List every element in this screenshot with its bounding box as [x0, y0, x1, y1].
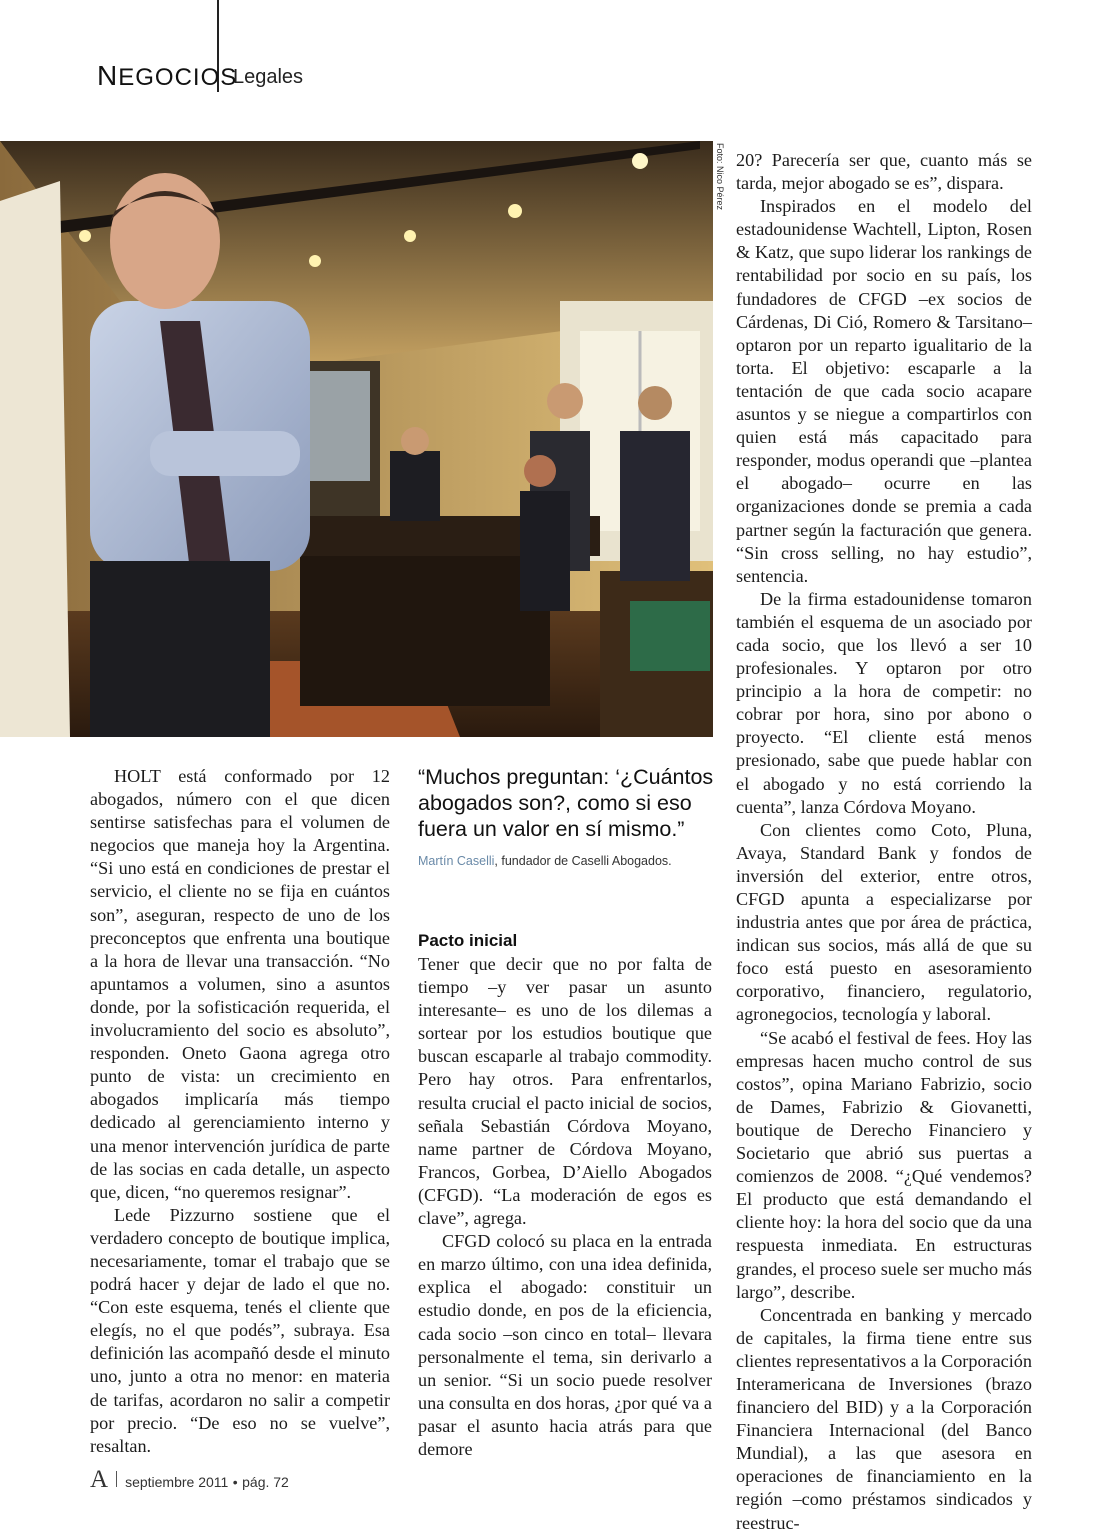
paragraph: Concentrada en banking y mercado de capitales, la firma tiene entre sus clientes representativos a la Corporación Interamericana de Inversiones (brazo financiero del BID) y a la Corporación Financiera Internacional (del Banco Mundial), a las que asesora en operaciones de financiamiento en la región –como préstamos sindicados y reestruc-: [736, 1304, 1032, 1533]
paragraph: De la firma estadounidense tomaron también el esquema de un asociado por cada socio, que los llevó a ser 10 profesionales. Y optaron por otro principio a la hora de competir: no cobrar por hora, sino por abono o proyecto. “El cliente está menos presionado, sabe que puede hablar con el abogado y no está corriendo la cuenta”, lanza Córdova Moyano.: [736, 588, 1032, 817]
paragraph: Tener que decir que no por falta de tiempo –y ver pasar un asunto interesante– es uno de los dilemas a sortear por los estudios boutique que buscan escaparle al trabajo commodity. Pero hay otros. Para enfrentarlos, resulta crucial el pacto inicial de socios, señala Sebastián Córdova Moyano, name partner de Córdova Moyano, Francos, Gorbea, D’Aiello Abogados (CFGD). “La moderación de egos es clave”, agrega.: [418, 954, 712, 1229]
paragraph: Lede Pizzurno sostiene que el verdadero concepto de boutique implica, necesariamente, tomar el trabajo que se podrá hacer y dejar de lado el que no. “Con este esquema, tenés el cliente que elegís, no el que podés”, subraya. Esa definición las acompañó desde el minuto uno, junto a otra no menor: en materia de tarifas, acordaron no salir a competir por precio. “De eso no se vuelve”, resaltan.: [90, 1204, 390, 1456]
section-title: NEGOCIOS: [97, 60, 238, 91]
column-left: [90, 765, 390, 1458]
paragraph: “Se acabó el festival de fees. Hoy las empresas hacen mucho control de sus costos”, opina Mariano Fabrizio, socio de Dames, Fabrizio & Giovanetti, boutique de Derecho Financiero y Societario que abrió sus puertas a comienzos de 2008. “¿Qué vendemos? El producto que está demandando el cliente hoy: la hora del socio que da una respuesta inmediata. En estructuras grandes, el proceso suele ser mucho más largo”, describe.: [736, 1027, 1032, 1302]
pull-quote-text: “Muchos preguntan: ‘¿Cuántos abogados son?, como si eso fuera un valor en sí mismo.”: [418, 765, 714, 841]
office-photo: [0, 141, 713, 737]
paragraph: CFGD colocó su placa en la entrada en marzo último, con una idea definida, explica el abogado: constituir un estudio donde, en pos de la eficiencia, cada socio –son cinco en total– llevara personalmente el tema, sin derivarlo a un senior. “Si un socio puede resolver una consulta en dos horas, ¿por qué va a pasar el asunto hacia atrás para que demore: [418, 1231, 712, 1459]
pull-quote: [418, 764, 718, 868]
paragraph: Con clientes como Coto, Pluna, Avaya, Standard Bank y fondos de inversión del exterior, entre otros, CFGD apunta a especializarse por industria antes que por área de práctica, indican sus socios, más allá de que su foco está puesto en asesoramiento corporativo, financiero, regulatorio, agronegocios, tecnología y laboral.: [736, 819, 1032, 1025]
pull-quote-attribution: Martín Caselli, fundador de Caselli Abogados.: [418, 854, 672, 868]
page-footer: A septiembre 2011 • pág. 72: [90, 1466, 289, 1493]
magazine-logo: A: [90, 1466, 109, 1493]
photo-credit: Foto: Nico Pérez: [715, 143, 725, 211]
issue-date: septiembre 2011: [125, 1474, 229, 1490]
paragraph: Inspirados en el modelo del estadounidense Wachtell, Lipton, Rosen & Katz, que supo liderar los rankings de rentabilidad por socio en su país, los fundadores de CFGD –ex socios de Cárdenas, Di Ció, Romero & Tarsitano– optaron por un reparto igualitario de la torta. El objetivo: escaparle a la tentación de que cada socio acapare asuntos y se niegue a compartirlos con quien está más capacitado para responder, modus operandi que –plantea el abogado– ocurre en las organizaciones donde se premia a cada partner según la facturación que genera. “Sin cross selling, no hay estudio”, sentencia.: [736, 196, 1032, 586]
column-middle: [418, 953, 712, 1461]
subheading: Pacto inicial: [418, 931, 518, 950]
page-number: pág. 72: [242, 1474, 289, 1490]
subsection-title: Legales: [233, 66, 304, 88]
column-right: [736, 149, 1032, 1535]
paragraph: 20? Parecería ser que, cuanto más se tarda, mejor abogado se es”, dispara.: [736, 150, 1032, 194]
paragraph: HOLT está conformado por 12 abogados, número con el que dicen sentirse satisfechas para el volumen de negocios que maneja hoy la Argentina. “Si uno está en condiciones de prestar el servicio, el cliente no se fija en cuántos son”, aseguran, respecto de uno de los preconceptos que enfrenta una boutique a la hora de llevar una transacción. “No apuntamos a volumen, sino a asuntos donde, por la sofisticación requerida, el involucramiento del socio es absoluto”, responden. Oneto Gaona agrega otro punto de vista: un crecimiento en abogados implicaría más tiempo dedicado al gerenciamiento interno y una menor intervención jurídica de parte de las socias en cada detalle, un aspecto que, dicen, “no queremos resignar”.: [90, 766, 390, 1202]
